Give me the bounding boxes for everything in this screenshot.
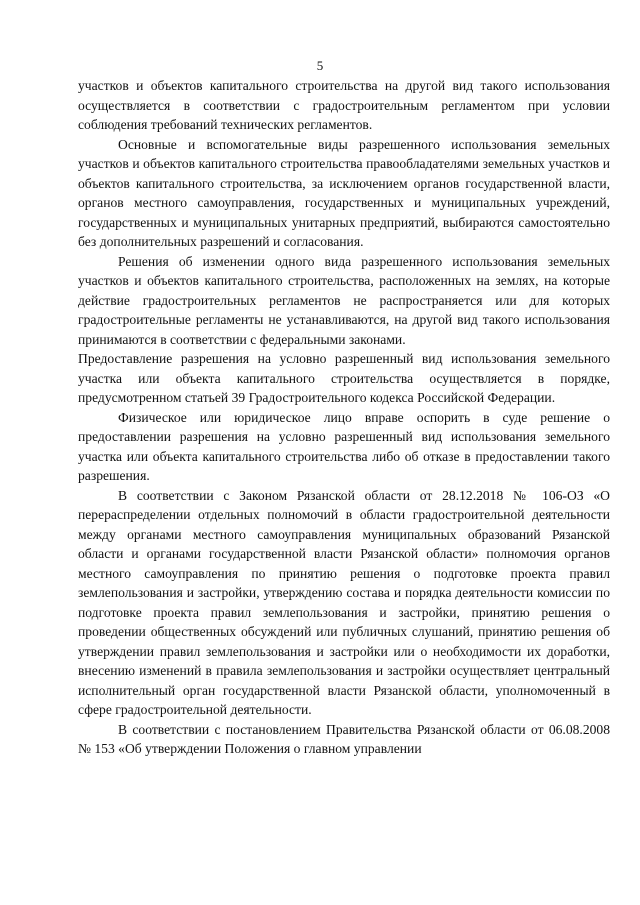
paragraph-4: Предоставление разрешения на условно разрешенный вид использования земельного участка или объекта капитального строительства осуществляется в порядке, предусмотренном статьей 39 Градостроительного кодекса Российской Федерации.	[78, 351, 610, 405]
paragraph-3: Решения об изменении одного вида разрешенного использования земельных участков и объектов капитального строительства, расположенных на землях, на которые действие градостроительных регламентов не распространяется или для которых градостроительные регламенты не устанавливаются, на другой вид такого использования принимаются в соответствии с федеральными законами.	[78, 253, 610, 347]
paragraph-6: В соответствии с Законом Рязанской области от 28.12.2018 № 106-ОЗ «О перераспределении отдельных полномочий в области градостроительной деятельности между органами местного самоуправления муниципальных образований Рязанской области и органами государственной власти Рязанской области» полномочия органов местного самоуправления по принятию решения о подготовке проекта правил землепользования и застройки, утверждению состава и порядка деятельности комиссии по подготовке проекта правил землепользования и застройки, принятию решения о проведении общественных обсуждений или публичных слушаний, принятию решения об утверждении правил землепользования и застройки или о необходимости их доработки, внесению изменений в правила землепользования и застройки осуществляет центральный исполнительный орган государственной власти Рязанской области, уполномоченный в сфере градостроительной деятельности.	[78, 487, 610, 717]
paragraph-5: Физическое или юридическое лицо вправе оспорить в суде решение о предоставлении разрешения на условно разрешенный вид использования земельного участка или объекта капитального строительства либо об отказе в предоставлении такого разрешения.	[78, 409, 610, 483]
paragraph-7: В соответствии с постановлением Правительства Рязанской области от 06.08.2008 № 153 «Об утверждении Положения о главном управлении	[78, 721, 610, 756]
document-body	[78, 76, 610, 759]
paragraph-2: Основные и вспомогательные виды разрешенного использования земельных участков и объектов капитального строительства правообладателями земельных участков и объектов капитального строительства, за исключением органов государственной власти, органов местного самоуправления, государственных и муниципальных учреждений, государственных и муниципальных унитарных предприятий, выбираются самостоятельно без дополнительных разрешений и согласования.	[78, 136, 610, 249]
page-number: 5	[316, 58, 324, 73]
paragraph-1: участков и объектов капитального строительства на другой вид такого использования осуществляется в соответствии с градостроительным регламентом при условии соблюдения требований технических регламентов.	[78, 78, 610, 132]
